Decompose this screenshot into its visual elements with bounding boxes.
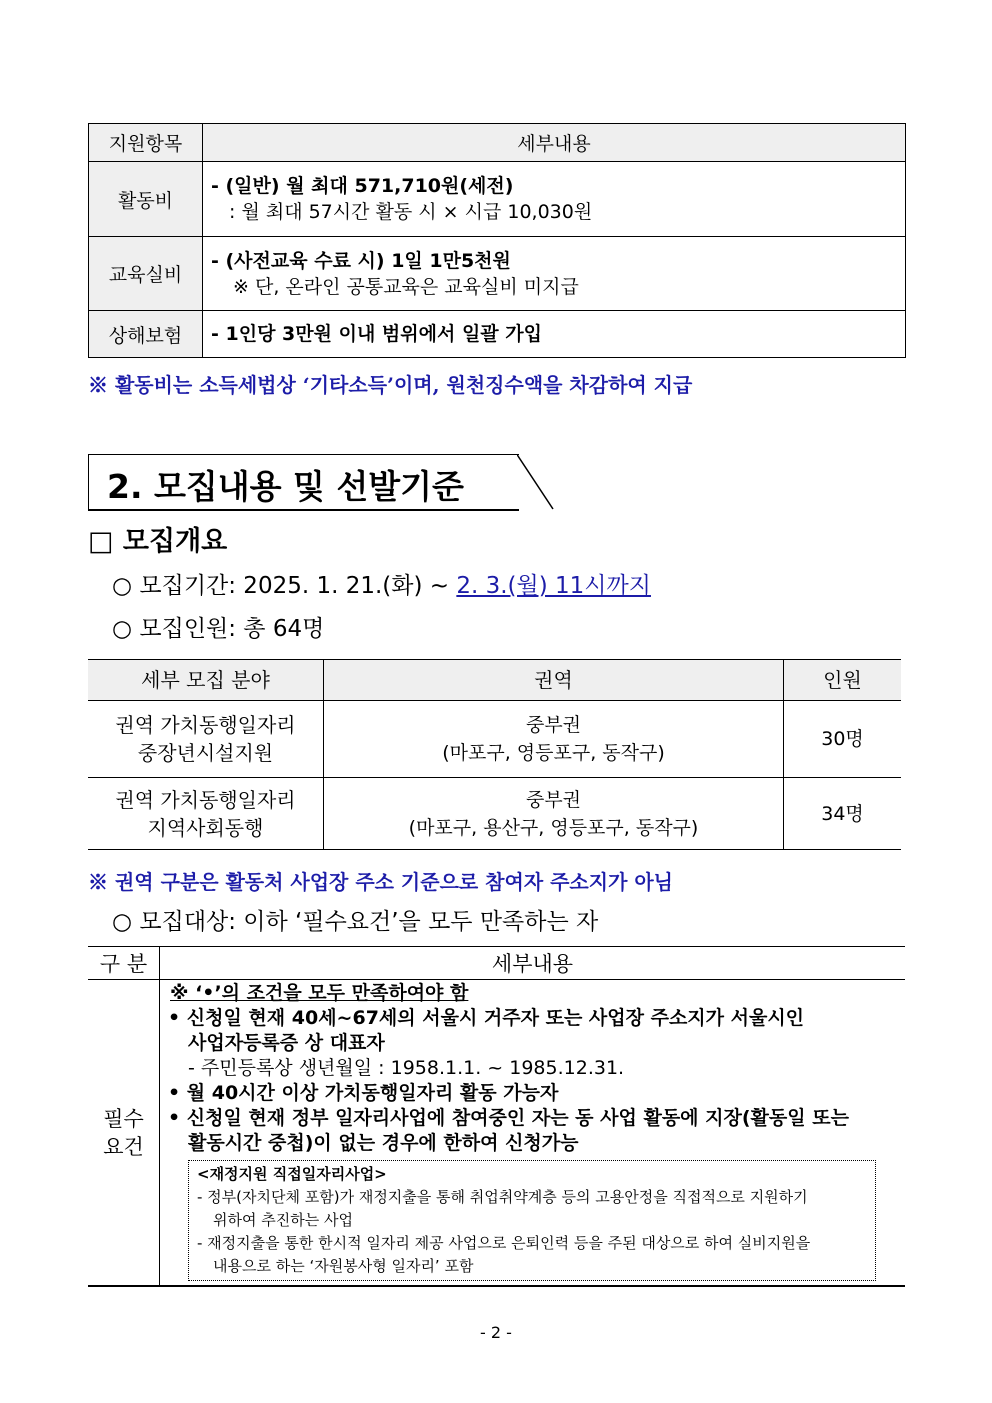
detail-line: - (일반) 월 최대 571,710원(세전) — [211, 175, 514, 197]
item-cell: 활동비 — [89, 162, 203, 237]
detail-line: - (사전교육 수료 시) 1일 1만5천원 — [211, 249, 511, 272]
requirement-note: ※ ‘•’의 조건을 모두 만족하여야 함 — [170, 982, 469, 1004]
field-line: 중장년시설지원 — [137, 741, 274, 765]
header-cell: 구 분 — [88, 947, 160, 980]
heading-slant-line — [517, 454, 557, 511]
category-line: 요건 — [103, 1134, 144, 1159]
region-line: (마포구, 용산구, 영등포구, 동작구) — [408, 816, 699, 839]
field-line: 권역 가치동행일자리 — [115, 713, 296, 737]
region-cell — [324, 701, 784, 778]
header-cell: 세부내용 — [203, 124, 906, 162]
item-cell: 상해보험 — [89, 311, 203, 358]
requirement-item: • 신청일 현재 정부 일자리사업에 참여중인 자는 동 사업 활동에 지장(활동일 또는 — [168, 1107, 849, 1129]
requirement-item: - 주민등록상 생년월일 : 1958.1.1. ~ 1985.12.31. — [188, 1057, 625, 1079]
box-line: - 정부(자치단체 포함)가 재정지출을 통해 취업취약계층 등의 고용안정을 직접적으로 지원하기 — [197, 1188, 808, 1206]
category-cell — [88, 980, 160, 1287]
box-line: 내용으로 하는 ‘자원봉사형 일자리’ 포함 — [213, 1257, 474, 1275]
period-label: ○ 모집기간: 2025. 1. 21.(화) ~ — [112, 573, 457, 599]
section-heading — [88, 454, 519, 511]
header-cell: 지원항목 — [89, 124, 203, 162]
header-cell: 인원 — [784, 660, 902, 701]
subsection-title: □ 모집개요 — [88, 526, 228, 557]
header-cell: 세부 모집 분야 — [88, 660, 324, 701]
section-title: 2. 모집내용 및 선발기준 — [107, 467, 464, 506]
detail-line: - 1인당 3만원 이내 범위에서 일괄 가입 — [203, 311, 906, 358]
count-cell: 30명 — [784, 701, 902, 778]
support-table — [88, 123, 906, 358]
box-title: <재정지원 직접일자리사업> — [197, 1165, 387, 1183]
detail-line: ※ 단, 온라인 공통교육은 교육실비 미지급 — [233, 275, 579, 298]
region-note: ※ 권역 구분은 활동처 사업장 주소 기준으로 참여자 주소지가 아님 — [88, 870, 673, 894]
region-line: 중부권 — [525, 788, 582, 811]
page-number: - 2 - — [480, 1323, 512, 1342]
item-cell: 교육실비 — [89, 237, 203, 311]
requirement-item: • 신청일 현재 40세~67세의 서울시 거주자 또는 사업장 주소지가 서울시인 — [168, 1007, 805, 1029]
box-line: 위하여 추진하는 사업 — [213, 1211, 353, 1229]
header-cell: 권역 — [324, 660, 784, 701]
region-line: (마포구, 영등포구, 동작구) — [442, 742, 665, 764]
period-deadline: 2. 3.(월) 11시까지 — [456, 573, 651, 599]
requirement-item: • 월 40시간 이상 가치동행일자리 활동 가능자 — [168, 1082, 559, 1104]
field-cell — [88, 778, 324, 850]
region-line: 중부권 — [525, 714, 582, 736]
field-line: 지역사회동행 — [147, 815, 264, 840]
requirement-item: 사업자등록증 상 대표자 — [188, 1032, 385, 1054]
requirements-table — [88, 946, 905, 1287]
count-cell: 34명 — [784, 778, 902, 850]
recruit-table — [88, 659, 901, 850]
box-line: - 재정지출을 통한 한시적 일자리 제공 사업으로 은퇴인력 등을 주된 대상으로 하여 실비지원을 — [197, 1234, 811, 1252]
income-note: ※ 활동비는 소득세법상 ‘기타소득’이며, 원천징수액을 차감하여 지급 — [88, 373, 693, 397]
header-cell: 세부내용 — [160, 947, 906, 980]
recruit-headcount: ○ 모집인원: 총 64명 — [112, 616, 325, 642]
category-line: 필수 — [103, 1106, 144, 1131]
recruit-period — [112, 567, 651, 600]
detail-line: : 월 최대 57시간 활동 시 × 시급 10,030원 — [229, 201, 593, 223]
requirement-item: 활동시간 중첩)이 없는 경우에 한하여 신청가능 — [188, 1132, 579, 1154]
direct-job-program-box — [188, 1160, 876, 1281]
field-cell — [88, 701, 324, 778]
region-cell — [324, 778, 784, 850]
recruit-target: ○ 모집대상: 이하 ‘필수요건’을 모두 만족하는 자 — [112, 909, 599, 935]
field-line: 권역 가치동행일자리 — [115, 787, 296, 812]
